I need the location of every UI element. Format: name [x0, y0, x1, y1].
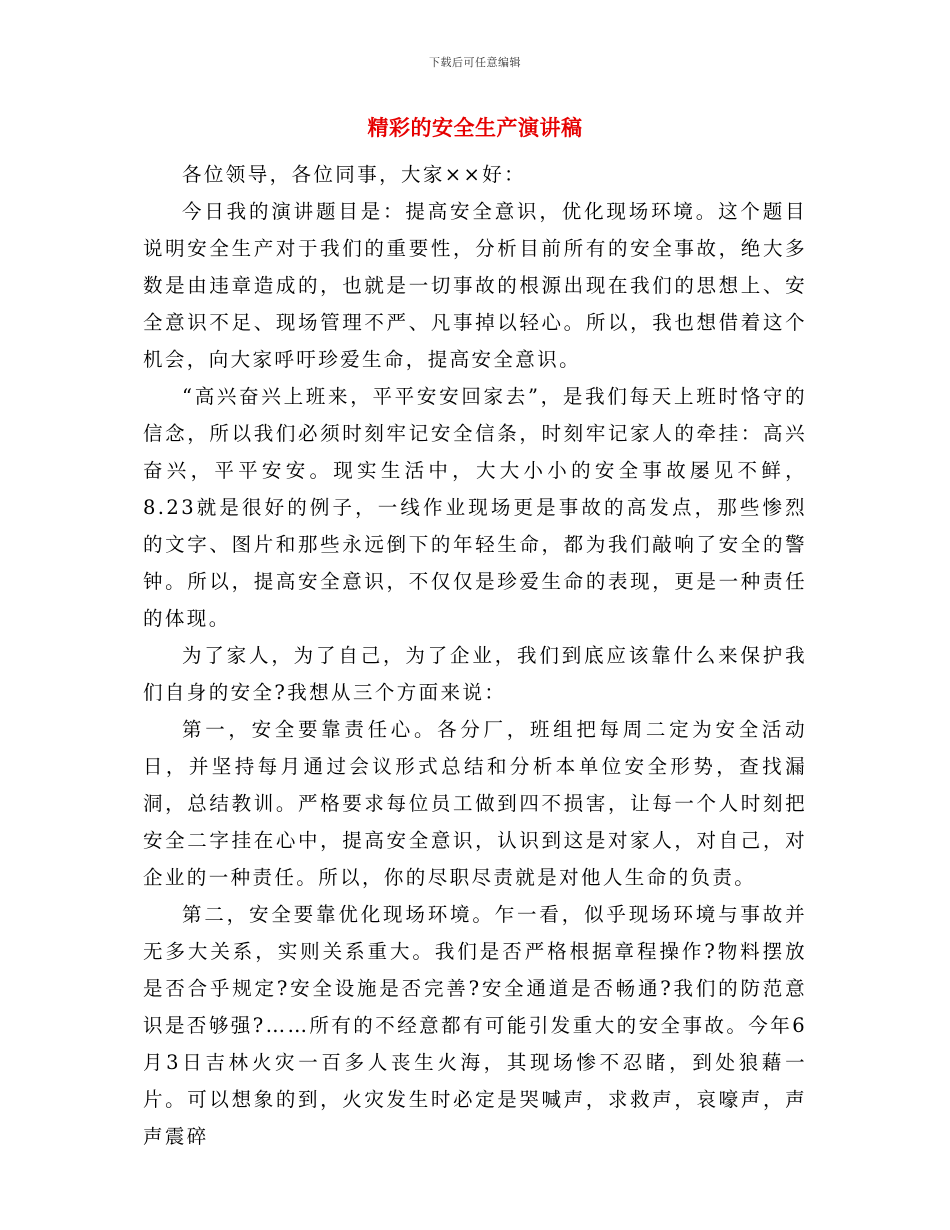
- header-note: 下载后可任意编辑: [429, 56, 521, 69]
- document-title: 精彩的安全生产演讲稿: [367, 116, 583, 140]
- document-body: [143, 156, 807, 1155]
- paragraph-topic: 今日我的演讲题目是：提高安全意识，优化现场环境。这个题目说明安全生产对于我们的重要性，分析目前所有的安全事故，绝大多数是由违章造成的，也就是一切事故的根源出现在我们的思想上、安全意识不足、现场管理不严、凡事掉以轻心。所以，我也想借着这个机会，向大家呼吁珍爱生命，提高安全意识。: [143, 200, 807, 371]
- paragraph-point-two: 第二，安全要靠优化现场环境。乍一看，似乎现场环境与事故并无多大关系，实则关系重大。我们是否严格根据章程操作?物料摆放是否合乎规定?安全设施是否完善?安全通道是否畅通?我们的防范意识是否够强?……所有的不经意都有可能引发重大的安全事故。今年6月3日吉林火灾一百多人丧生火海，其现场惨不忍睹，到处狼藉一片。可以想象的到，火灾发生时必定是哭喊声，求救声，哀嚎声，声声震碎: [143, 903, 807, 1148]
- paragraph-point-one: 第一，安全要靠责任心。各分厂，班组把每周二定为安全活动日，并坚持每月通过会议形式总结和分析本单位安全形势，查找漏洞，总结教训。严格要求每位员工做到四不损害，让每一个人时刻把安全二字挂在心中，提高安全意识，认识到这是对家人，对自己，对企业的一种责任。所以，你的尽职尽责就是对他人生命的负责。: [143, 718, 807, 889]
- paragraph-motto: “高兴奋兴上班来，平平安安回家去”，是我们每天上班时恪守的信念，所以我们必须时刻牢记安全信条，时刻牢记家人的牵挂：高兴奋兴，平平安安。现实生活中，大大小小的安全事故屡见不鲜，8.23就是很好的例子，一线作业现场更是事故的高发点，那些惨烈的文字、图片和那些永远倒下的年轻生命，都为我们敲响了安全的警钟。所以，提高安全意识，不仅仅是珍爱生命的表现，更是一种责任的体现。: [143, 385, 807, 630]
- paragraph-greeting: 各位领导，各位同事，大家××好：: [182, 163, 527, 186]
- paragraph-question: 为了家人，为了自己，为了企业，我们到底应该靠什么来保护我们自身的安全?我想从三个方面来说：: [143, 644, 807, 704]
